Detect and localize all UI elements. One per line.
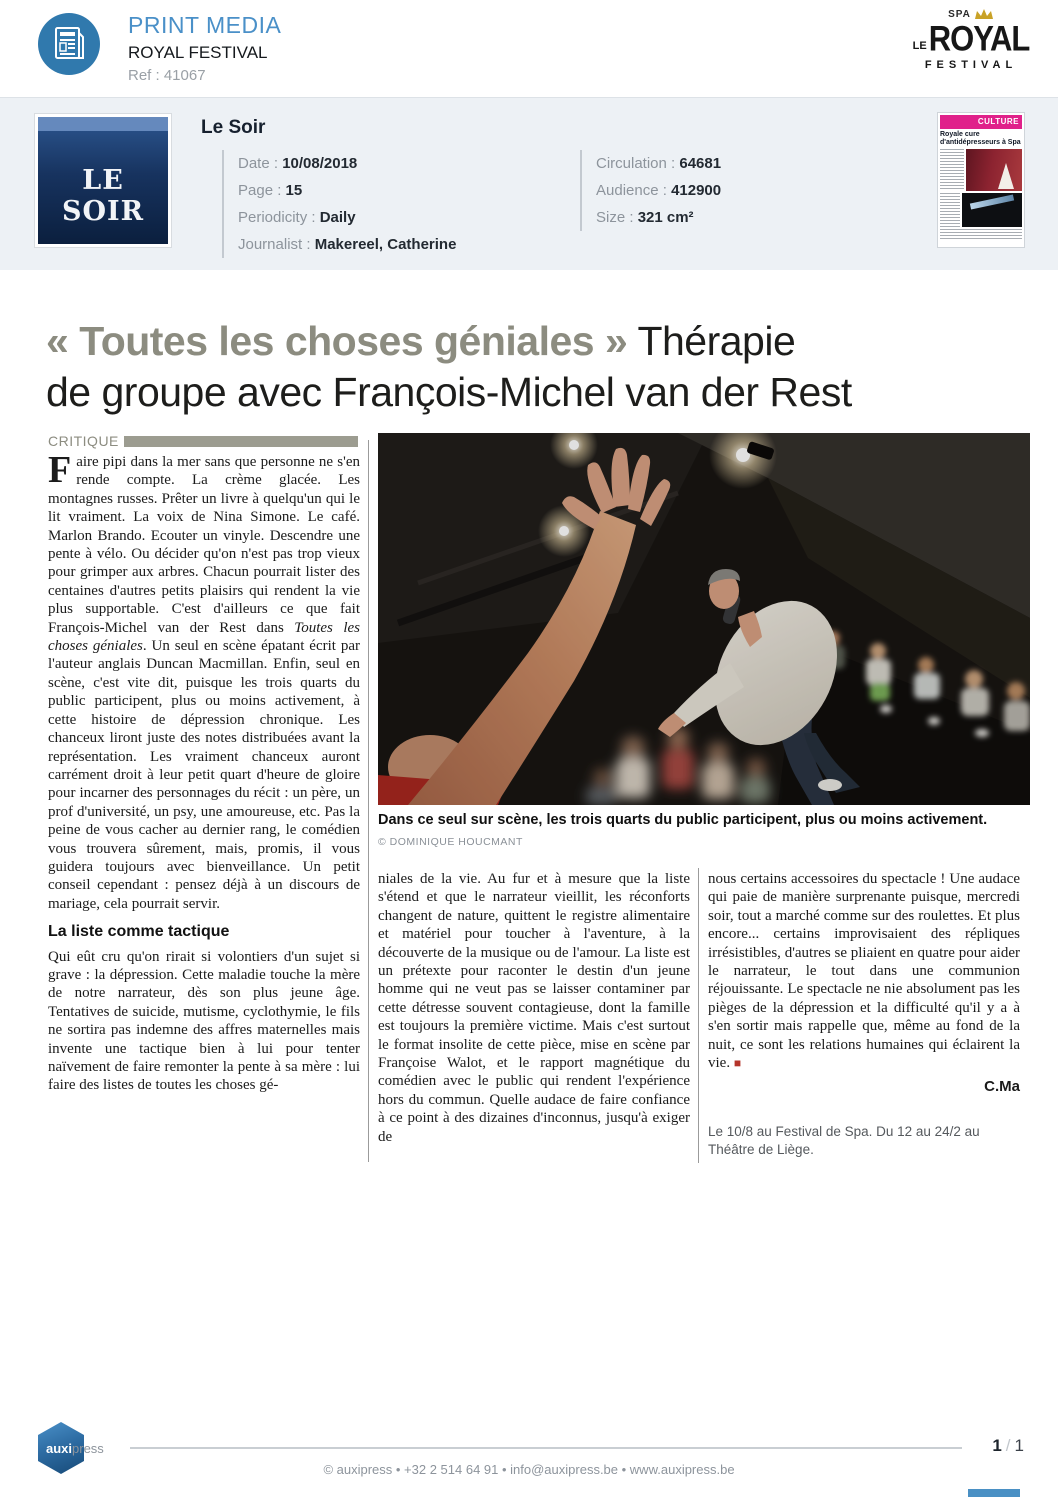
thumbnail-text-block — [940, 193, 960, 227]
royal-festival-logo — [912, 8, 1030, 71]
festival-logo-festival: FESTIVAL — [924, 59, 1018, 71]
thumbnail-photo-red — [966, 149, 1022, 191]
paragraph: niales de la vie. Au fur et à mesure que la liste s'étend et que le narrateur vieillit, les réconforts changent de nature, quittent le registre alimentaire et matériel pour toucher à l'aventure, à la découverte de la musique ou de l'amour. La liste est un prétexte pour raconter le destin d'un jeune homme qui ne veut pas se laisser contaminer par cette détresse souvent contagieuse, dont la famille est toujours la première victime. Mais c'est surtout le format insolite de cette pièce, mise en scène par Françoise Walot, et le rapport magnétique du comédien avec le public qui rendent l'expérience hors du commun. Quelle audace de faire confiance à ce point à des dizaines d'inconnus, jusqu'à exiger de — [378, 871, 690, 1145]
kicker-row — [48, 433, 358, 449]
article-column-2 — [378, 870, 690, 1146]
event-dates-note: Le 10/8 au Festival de Spa. Du 12 au 24/2 au Théâtre de Liège. — [708, 1123, 980, 1157]
lesoir-logo-strip — [38, 117, 168, 131]
kicker-label: CRITIQUE — [48, 433, 119, 449]
field-size: Size : 321 cm² — [596, 209, 694, 226]
doc-type-label: PRINT MEDIA — [128, 12, 282, 38]
report-header — [0, 0, 1058, 97]
publication-fields-left — [222, 150, 552, 258]
doc-ref: Ref : 41067 — [128, 67, 206, 84]
auxipress-logo-auxi: auxi — [46, 1441, 73, 1456]
paragraph — [48, 449, 360, 913]
drop-cap: F — [48, 449, 72, 491]
work-title-italic: Toutes les choses géniales — [48, 619, 360, 655]
doc-title: ROYAL FESTIVAL — [128, 43, 268, 62]
footer-divider — [130, 1447, 962, 1449]
festival-logo-spa: SPA — [948, 9, 971, 20]
article-end-mark: ■ — [733, 1056, 742, 1071]
thumbnail-masthead: CULTURE — [940, 115, 1022, 129]
lesoir-logo — [35, 114, 171, 247]
thumbnail-headline: Royale cure d'antidépresseurs à Spa — [940, 131, 1021, 146]
paragraph: Qui eût cru qu'on rirait si volontiers d'un sujet si grave : la dépression. Cette maladie touche la mère de notre narrateur, dès son plus jeune âge. Tentatives de suicide, mutisme, cyclothymie, le fils ne sortira pas indemne des affres maternelles mais invente une tactique bien à lui pour tenter naïvement de faire remonter la pente à sa mère : lui faire des listes de toutes les choses gé- — [48, 948, 360, 1094]
article-column-1 — [48, 449, 360, 1095]
festival-logo-le: LE — [912, 40, 927, 52]
paragraph-text: nous certains accessoires du spectacle ! Une audace qui paie de manière surprenante puisque, mercredi soir, tout a marché comme sur des roulettes. Et plus encore... certains improvisaient des répliques irrésistibles, d'autres se pliaient en quatre pour aider le narrateur, le tout dans une communion réjouissante. Le spectacle ne nie absolument pas les pièges de la dépression et la difficulté qu'il y a à s'en sortir mais rappelle que, même au fond de la nuit, ce sont les relations humaines qui éclairent la vie. — [708, 871, 1020, 1072]
print-media-badge — [38, 13, 100, 75]
field-audience: Audience : 412900 — [596, 182, 722, 199]
page-number — [992, 1436, 1024, 1456]
publication-info-band — [0, 97, 1058, 270]
page-current: 1 — [992, 1436, 1002, 1455]
thumbnail-text-block — [940, 229, 1022, 239]
article-title-light: Thérapie — [627, 318, 796, 364]
publication-fields-right — [580, 150, 880, 231]
article-title-line2: de groupe avec François-Michel van der Rest — [46, 369, 852, 415]
paragraph-text: aire pipi dans la mer sans que personne ne s'en rende compte. La crème glacée. Les montagnes russes. Prêter un livre à quelqu'un qui le lit vraiment. La voix de Nina Simone. Le café. Marlon Brando. Ecouter un vinyle. Descendre une pente à vélo. Ou décider qu'on n'est pas trop vieux pour grimper aux arbres. Chacun pourrait lister des centaines d'autres petits plaisirs qui rendent la vie plus supportable. C'est d'ailleurs ce que fait François-Michel van der Rest dans — [48, 454, 360, 636]
photo-caption: Dans ce seul sur scène, les trois quarts du public participent, plus ou moins activement. — [378, 812, 988, 828]
newspaper-icon — [52, 25, 86, 63]
thumbnail-text-block — [940, 149, 964, 191]
journalist-signature: C.Ma — [984, 1078, 1020, 1096]
thumbnail-photo-dark — [962, 193, 1022, 227]
kicker-bar — [124, 436, 358, 447]
photo-credit: © DOMINIQUE HOUCMANT — [378, 836, 523, 848]
field-periodicity: Periodicity : Daily — [238, 209, 356, 226]
column-rule — [368, 440, 369, 1162]
article-column-3 — [708, 870, 1020, 1159]
field-journalist: Journalist : Makereel, Catherine — [238, 236, 457, 253]
stage-photo-illustration — [378, 433, 1030, 805]
newspaper-page-thumbnail — [937, 112, 1025, 248]
paragraph — [708, 870, 1020, 1072]
corner-accent-bar — [968, 1489, 1020, 1497]
festival-logo-royal: ROYAL — [928, 18, 1030, 59]
page-separator: / — [1005, 1436, 1011, 1455]
auxipress-logo-press: press — [72, 1441, 104, 1456]
footer-contact: © auxipress • +32 2 514 64 91 • info@auxipress.be • www.auxipress.be — [323, 1462, 735, 1477]
lesoir-logo-text: LE SOIR — [61, 165, 145, 227]
field-circulation: Circulation : 64681 — [596, 155, 722, 172]
section-subhead: La liste comme tactique — [48, 923, 230, 941]
column-rule — [698, 868, 699, 1163]
field-page: Page : 15 — [238, 182, 303, 199]
page-total: 1 — [1014, 1436, 1024, 1455]
article-title — [46, 316, 1036, 418]
article-photo — [378, 433, 1030, 805]
field-date: Date : 10/08/2018 — [238, 155, 358, 172]
paragraph-text: . Un seul en scène épatant écrit par l'auteur anglais Duncan Macmillan. Enfin, seul en scène, c'est vite dit, puisque les trois quarts du public participent, plus ou moins activement, à cette histoire de dépression chronique. Les chanceux liront juste des notes distribuées avant la représentation. Les vraiment chanceux auront carrément droit à leur petit quart d'heure de gloire pour incarner des personnages du récit : un père, un prof d'université, un psy, une amoureuse, etc. Pas la peine de vous cacher au dernier rang, le comédien vous trouvera sûrement, mais, promis, il vous guidera toujours avec bienveillance. Un petit conseil cependant : pensez déjà à un discours de mariage, cela pourrait servir. — [48, 638, 360, 912]
article-title-quoted: « Toutes les choses géniales » — [46, 318, 628, 364]
source-name: Le Soir — [201, 117, 266, 138]
